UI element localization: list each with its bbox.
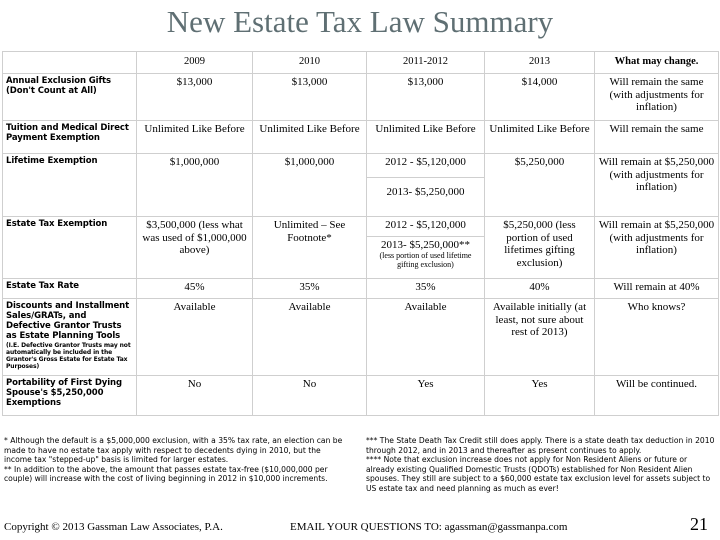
header-cell-blank	[3, 52, 137, 74]
table-row-discounts	[3, 299, 719, 376]
cell-what-may-change: Will be continued.	[595, 376, 719, 416]
table-row-estate-tax-rate	[3, 279, 719, 299]
cell-2011-2012	[367, 154, 485, 217]
header-2010: 2010	[253, 52, 367, 74]
cell-2010: No	[253, 376, 367, 416]
table-row-tuition-medical	[3, 121, 719, 154]
cell-2011-2012: Available	[367, 299, 485, 376]
cell-2009: $1,000,000	[137, 154, 253, 217]
header-what-may-change: What may change.	[595, 52, 719, 74]
cell-2009: $3,500,000 (less what was used of $1,000,000 above)	[137, 217, 253, 279]
cell-what-may-change: Will remain at $5,250,000 (with adjustments for inflation)	[595, 154, 719, 217]
cell-2011-2012	[367, 217, 485, 279]
row-label	[3, 299, 137, 376]
cell-2011-2012: Unlimited Like Before	[367, 121, 485, 154]
cell-what-may-change: Who knows?	[595, 299, 719, 376]
footnote-3: *** The State Death Tax Credit still does apply. There is a state death tax deduction in 2010 through 2012, and in 2013 and thereafter as present continues to apply.	[366, 436, 715, 455]
cell-2013-note: (less portion of used lifetime gifting exclusion)	[379, 251, 472, 269]
table-header-row	[3, 52, 719, 74]
cell-2011-2012: 35%	[367, 279, 485, 299]
row-label: Portability of First Dying Spouse's $5,250,000 Exemptions	[3, 376, 137, 416]
cell-2013: $5,250,000	[485, 154, 595, 217]
cell-2010: Unlimited Like Before	[253, 121, 367, 154]
cell-2011-2012: $13,000	[367, 74, 485, 121]
cell-what-may-change: Will remain at $5,250,000 (with adjustments for inflation)	[595, 217, 719, 279]
cell-what-may-change: Will remain at 40%	[595, 279, 719, 299]
cell-2009: Unlimited Like Before	[137, 121, 253, 154]
table-row-portability	[3, 376, 719, 416]
row-label: Tuition and Medical Direct Payment Exemption	[3, 121, 137, 154]
footnotes-left	[4, 436, 344, 484]
footnote-2: ** In addition to the above, the amount that passes estate tax-free ($10,000,000 per couple) will increase with the cost of living beginning in 2012 in $10,000 increments.	[4, 464, 328, 484]
cell-what-may-change: Will remain the same	[595, 121, 719, 154]
header-2011-2012: 2011-2012	[367, 52, 485, 74]
cell-2013: $5,250,000 (less portion of used lifetimes gifting exclusion)	[485, 217, 595, 279]
cell-2013: Available initially (at least, not sure about rest of 2013)	[485, 299, 595, 376]
table-row-lifetime-exemption	[3, 154, 719, 217]
cell-2013-value: 2013- $5,250,000**	[367, 236, 484, 252]
cell-2012-value: 2012 - $5,120,000	[385, 219, 466, 231]
cell-2010: $13,000	[253, 74, 367, 121]
cell-2010: 35%	[253, 279, 367, 299]
cell-2011-2012: Yes	[367, 376, 485, 416]
page-title: New Estate Tax Law Summary	[166, 4, 554, 39]
footer-email: EMAIL YOUR QUESTIONS TO: agassman@gassmanpa.com	[290, 521, 568, 533]
row-label: Annual Exclusion Gifts (Don't Count at All)	[3, 74, 137, 121]
cell-2009: Available	[137, 299, 253, 376]
row-label: Estate Tax Exemption	[3, 217, 137, 279]
cell-2013: $14,000	[485, 74, 595, 121]
cell-2010: Unlimited – See Footnote*	[253, 217, 367, 279]
row-label-text: Discounts and Installment Sales/GRATs, and Defective Grantor Trusts as Estate Planning Tools	[6, 301, 130, 341]
cell-2012-value: 2012 - $5,120,000	[385, 156, 466, 168]
row-label: Estate Tax Rate	[3, 279, 137, 299]
footnotes-right	[366, 436, 716, 494]
cell-2010: Available	[253, 299, 367, 376]
cell-2013-value: 2013- $5,250,000	[367, 177, 484, 199]
table-row-annual-exclusion	[3, 74, 719, 121]
header-2013: 2013	[485, 52, 595, 74]
page-number: 21	[690, 514, 708, 534]
row-label-note: (I.E. Defective Grantor Trusts may not automatically be included in the Grantor's Gross Estate for Estate Tax Purposes)	[6, 342, 131, 370]
cell-2013: Yes	[485, 376, 595, 416]
footer-copyright: Copyright © 2013 Gassman Law Associates, P.A.	[4, 521, 223, 533]
cell-2013: 40%	[485, 279, 595, 299]
cell-2009: 45%	[137, 279, 253, 299]
cell-what-may-change: Will remain the same (with adjustments for inflation)	[595, 74, 719, 121]
footnote-1: * Although the default is a $5,000,000 exclusion, with a 35% tax rate, an election can be made to have no estate tax apply with respect to decedents dying in 2010, but the income tax "stepped-up" basis is limited for larger estates.	[4, 436, 343, 465]
cell-2009: No	[137, 376, 253, 416]
row-label: Lifetime Exemption	[3, 154, 137, 217]
cell-2009: $13,000	[137, 74, 253, 121]
cell-2010: $1,000,000	[253, 154, 367, 217]
table-row-estate-tax-exemption	[3, 217, 719, 279]
summary-table	[2, 51, 719, 416]
footnote-4: **** Note that exclusion increase does not apply for Non Resident Aliens or future or already existing Qualified Domestic Trusts (QDOTs) established for Non Resident Alien spouses. They still are subject to a $60,000 estate tax exclusion level for assets subject to US estate tax and need planning as much as ever!	[366, 455, 711, 493]
header-2009: 2009	[137, 52, 253, 74]
cell-2013: Unlimited Like Before	[485, 121, 595, 154]
